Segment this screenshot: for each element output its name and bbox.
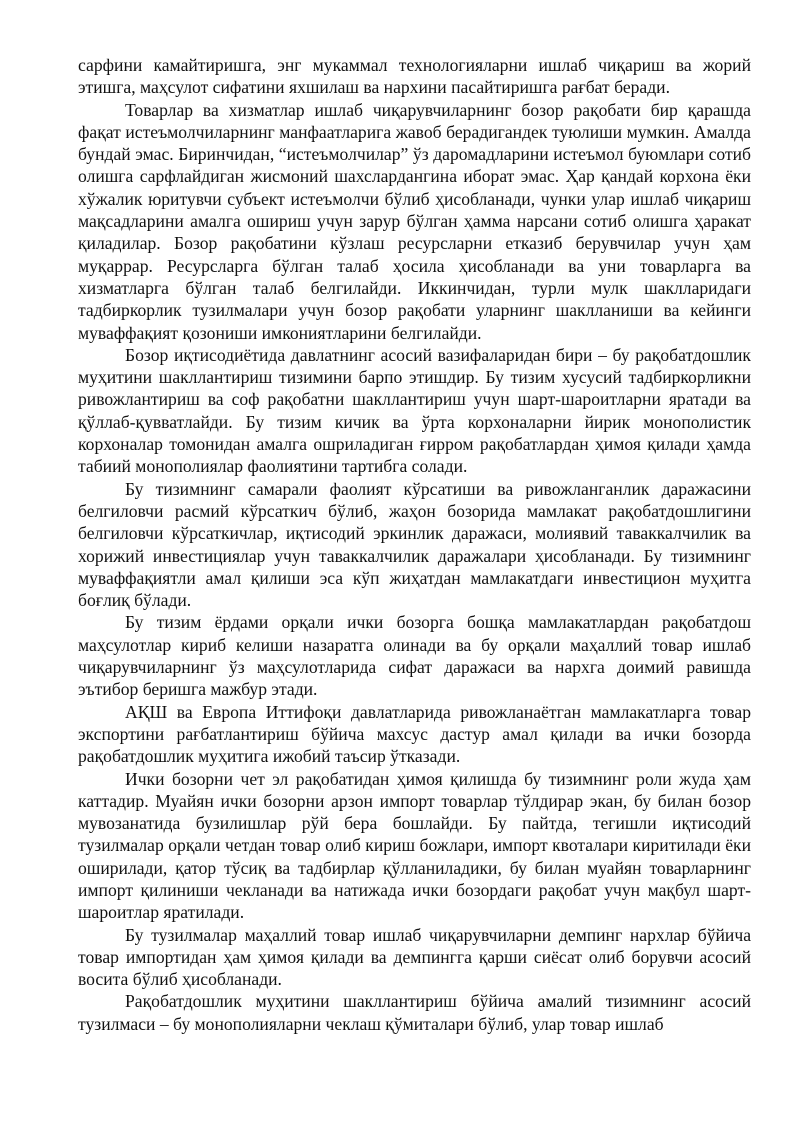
paragraph-8: Бу тузилмалар маҳаллий товар ишлаб чиқарувчиларни демпинг нархлар бўйича товар импортидан ҳам ҳимоя қилади ва демпингга қарши сиёсат олиб борувчи асосий восита бўлиб ҳисобланади. <box>78 924 751 990</box>
paragraph-7: Ички бозорни чет эл рақобатидан ҳимоя қилишда бу тизимнинг роли жуда ҳам каттадир. Муайян ички бозорни арзон импорт товарлар тўлдирар экан, бу билан бозор мувозанатида бузилишлар рўй бера бошлайди. Бу пайтда, тегишли иқтисодий тузилмалар орқали четдан товар олиб кириш божлари, импорт квоталари киритилади ёки оширилади, қатор тўсиқ ва тадбирлар қўлланиладики, бу билан муайян товарларнинг импорт қилиниши чекланади ва натижада ички бозордаги рақобат учун мақбул шарт-шароитлар яратилади. <box>78 768 751 923</box>
paragraph-2: Товарлар ва хизматлар ишлаб чиқарувчиларнинг бозор рақобати бир қарашда фақат истеъмолчиларнинг манфаатларига жавоб берадигандек туюлиши мумкин. Амалда бундай эмас. Биринчидан, “истеъмолчилар” ўз даромадларини истеъмол буюмлари сотиб олишга сарфлайдиган жисмоний шахслардангина иборат эмас. Ҳар қандай корхона ёки хўжалик юритувчи субъект истеъмолчи бўлиб ҳисобланади, чунки улар ишлаб чиқариш мақсадларини амалга ошириш учун зарур бўлган ҳамма нарсани сотиб олишга ҳаракат қиладилар. Бозор рақобатини кўзлаш ресурсларни етказиб берувчилар учун ҳам муқаррар. Ресурсларга бўлган талаб ҳосила ҳисобланади ва уни товарларга ва хизматларга бўлган талаб белгилайди. Иккинчидан, турли мулк шаклларидаги тадбиркорлик тузилмалари учун бозор рақобати уларнинг шаклланиши ва кейинги муваффақият қозониши имкониятларини белгилайди. <box>78 99 751 343</box>
paragraph-4: Бу тизимнинг самарали фаолият кўрсатиши ва ривожланганлик даражасини белгиловчи расмий кўрсаткич бўлиб, жаҳон бозорида мамлакат рақобатдошлигини белгиловчи кўрсаткичлар, иқтисодий эркинлик даражаси, молиявий таваккалчилик ва хорижий инвестициялар учун таваккалчилик даражалари ҳисобланади. Бу тизимнинг муваффақиятли амал қилиши эса кўп жиҳатдан мамлакатдаги инвестицион муҳитга боғлиқ бўлади. <box>78 478 751 611</box>
paragraph-3: Бозор иқтисодиётида давлатнинг асосий вазифаларидан бири – бу рақобатдошлик муҳитини шакллантириш тизимини барпо этишдир. Бу тизим хусусий тадбиркорликни ривожлантириш ва соф рақобатни шакллантириш учун шарт-шароитларни яратади ва қўллаб-қувватлайди. Бу тизим кичик ва ўрта корхоналарни йирик монополистик корхоналар томонидан амалга ошриладиган ғирром рақобатлардан ҳимоя қилади ҳамда табиий монополиялар фаолиятини тартибга солади. <box>78 344 751 477</box>
paragraph-5: Бу тизим ёрдами орқали ички бозорга бошқа мамлакатлардан рақобатдош маҳсулотлар кириб келиши назаратга олинади ва бу орқали маҳаллий товар ишлаб чиқарувчиларнинг ўз маҳсулотларида сифат даражаси ва нархга доимий равишда эътибор беришга мажбур этади. <box>78 612 751 700</box>
document-page <box>78 54 751 1035</box>
paragraph-6: АҚШ ва Европа Иттифоқи давлатларида ривожланаётган мамлакатларга товар экспортини рағбатлантириш бўйича махсус дастур амал қилади ва ички бозорда рақобатдошлик муҳитига ижобий таъсир ўтказади. <box>78 701 751 767</box>
paragraph-1: сарфини камайтиришга, энг мукаммал технологияларни ишлаб чиқариш ва жорий этишга, маҳсулот сифатини яхшилаш ва нархини пасайтиришга рағбат беради. <box>78 55 751 98</box>
paragraph-9: Рақобатдошлик муҳитини шакллантириш бўйича амалий тизимнинг асосий тузилмаси – бу монополияларни чеклаш қўмиталари бўлиб, улар товар ишлаб <box>78 991 751 1034</box>
